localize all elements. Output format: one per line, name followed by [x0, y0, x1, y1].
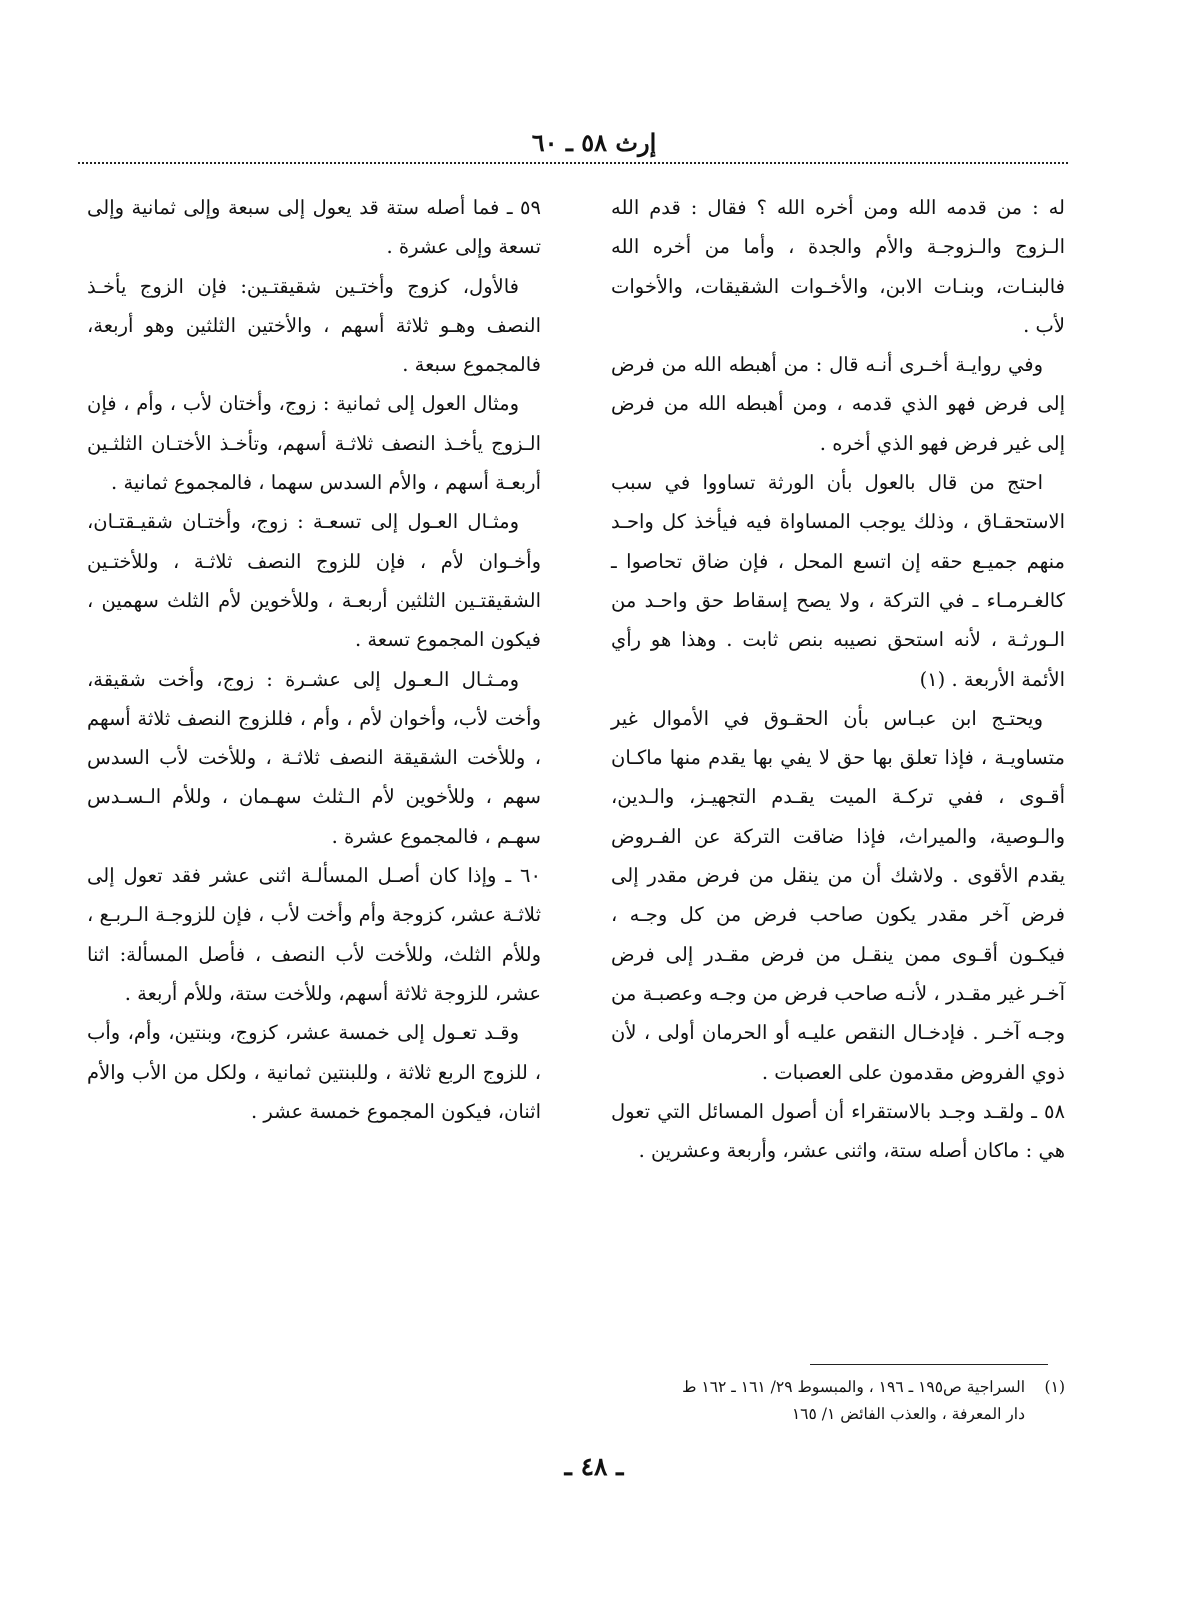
paragraph: ويحتـج ابن عبـاس بأن الحقـوق في الأموال غير متساويـة ، فإذا تعلق بها حق لا يفي بها يقدم منها ماكـان أقـوى ، ففي تركـة الميت يقـدم التجهيـز، والـدين، والـوصية، والميراث، فإذا ضاقت التركة عن الفـروض يقدم الأقوى . ولاشك أن من ينقل من فرض مقدر إلى فرض آخر مقدر يكون صاحب فرض من كل وجـه ، فيكـون أقـوى ممن ينقـل من فرض مقـدر إلى فرض آخـر غير مقـدر ، لأنـه صاحب فرض من وجـه وعصبـة من وجـه آخـر . فإدخـال النقص عليـه أو الحرمان أولى ، لأن ذوي الفروض مقدمون على العصبات . [611, 706, 1065, 1084]
footnote-number: (١) [1044, 1378, 1065, 1396]
paragraph: وقـد تعـول إلى خمسة عشر، كزوج، وبنتين، وأم، وأب ، للزوج الربع ثلاثة ، وللبنتين ثمانية ، ولكل من الأب والأم اثنان، فيكون المجموع خمسة عشر . [87, 1021, 541, 1123]
footnote-line [611, 1374, 1065, 1401]
paragraph: له : من قدمه الله ومن أخره الله ؟ فقال : قدم الله الـزوج والـزوجـة والأم والجدة ، وأما من أخره الله فالبنـات، وبنـات الابن، والأخـوات الشقيقات، والأخوات لأب . [611, 196, 1065, 337]
footnote-rule [810, 1364, 1048, 1365]
footnote-text: السراجية ص١٩٥ ـ ١٩٦ ، والمبسوط ٢٩/ ١٦١ ـ ١٦٢ ط [682, 1378, 1025, 1396]
paragraph: ٦٠ ـ وإذا كان أصـل المسألـة اثنى عشر فقد تعول إلى ثلاثـة عشر، كزوجة وأم وأخت لأب ، فإن للزوجـة الـربـع ، وللأم الثلث، وللأخت لأب النصف ، فأصل المسألة: اثنا عشر، للزوجة ثلاثة أسهم، وللأخت ستة، وللأم أربعة . [87, 864, 541, 1005]
footnote-text: دار المعرفة ، والعذب الفائض ١/ ١٦٥ [791, 1405, 1025, 1423]
right-column [611, 188, 1065, 1170]
paragraph: وفي روايـة أخـرى أنـه قال : من أهبطه الله من فرض إلى فرض فهو الذي قدمه ، ومن أهبطه الله من فرض إلى غير فرض فهو الذي أخره . [611, 353, 1065, 455]
running-header: إرث ٥٨ ـ ٦٠ [531, 128, 657, 157]
left-column [87, 188, 541, 1131]
paragraph: فالأول، كزوج وأختـين شقيقتـين: فإن الزوج يأخـذ النصف وهـو ثلاثة أسهم ، والأختين الثلثين وهو أربعة، فالمجموع سبعة . [87, 274, 541, 377]
footnote [611, 1374, 1065, 1428]
paragraph: احتج من قال بالعول بأن الورثة تساووا في سبب الاستحقـاق ، وذلك يوجب المساواة فيه فيأخذ كل واحـد منهم جميـع حقه إن اتسع المحل ، فإن ضاق تحاصوا ـ كالغـرمـاء ـ في التركة ، ولا يصح إسقاط حق واحـد من الـورثـة ، لأنه استحق نصيبه بنص ثابت . وهذا هو رأي الأئمة الأربعة . (١) [611, 471, 1065, 691]
paragraph: ٥٩ ـ فما أصله ستة قد يعول إلى سبعة وإلى ثمانية وإلى تسعة وإلى عشرة . [87, 196, 541, 259]
paragraph: ومثـال العـول إلى تسعـة : زوج، وأختـان شقيـقتـان، وأخـوان لأم ، فإن للزوج النصف ثلاثـة ، وللأختـين الشقيقتـين الثلثين أربعـة ، وللأخوين لأم الثلث سهمين ، فيكون المجموع تسعة . [87, 510, 541, 652]
header-dotted-rule [78, 162, 1068, 164]
page-number: ـ ٤٨ ـ [564, 1452, 624, 1481]
paragraph: ومـثـال الـعـول إلى عشـرة : زوج، وأخت شقيقة، وأخت لأب، وأخوان لأم ، وأم ، فللزوج النصف ثلاثة أسهم ، وللأخت الشقيقة النصف ثلاثـة ، وللأخت لأب السدس سهم ، وللأخوين لأم الـثلث سهـمان ، وللأم الـسـدس سهـم ، فالمجموع عشرة . [87, 667, 541, 848]
paragraph: ومثال العول إلى ثمانية : زوج، وأختان لأب ، وأم ، فإن الـزوج يأخـذ النصف ثلاثـة أسهم، وتأخـذ الأختـان الثلثـين أربعـة أسهم ، والأم السدس سهما ، فالمجموع ثمانية . [87, 392, 541, 495]
paragraph: ٥٨ ـ ولقـد وجـد بالاستقراء أن أصول المسائل التي تعول هي : ماكان أصله ستة، واثنى عشر، وأربعة وعشرين . [611, 1099, 1065, 1163]
